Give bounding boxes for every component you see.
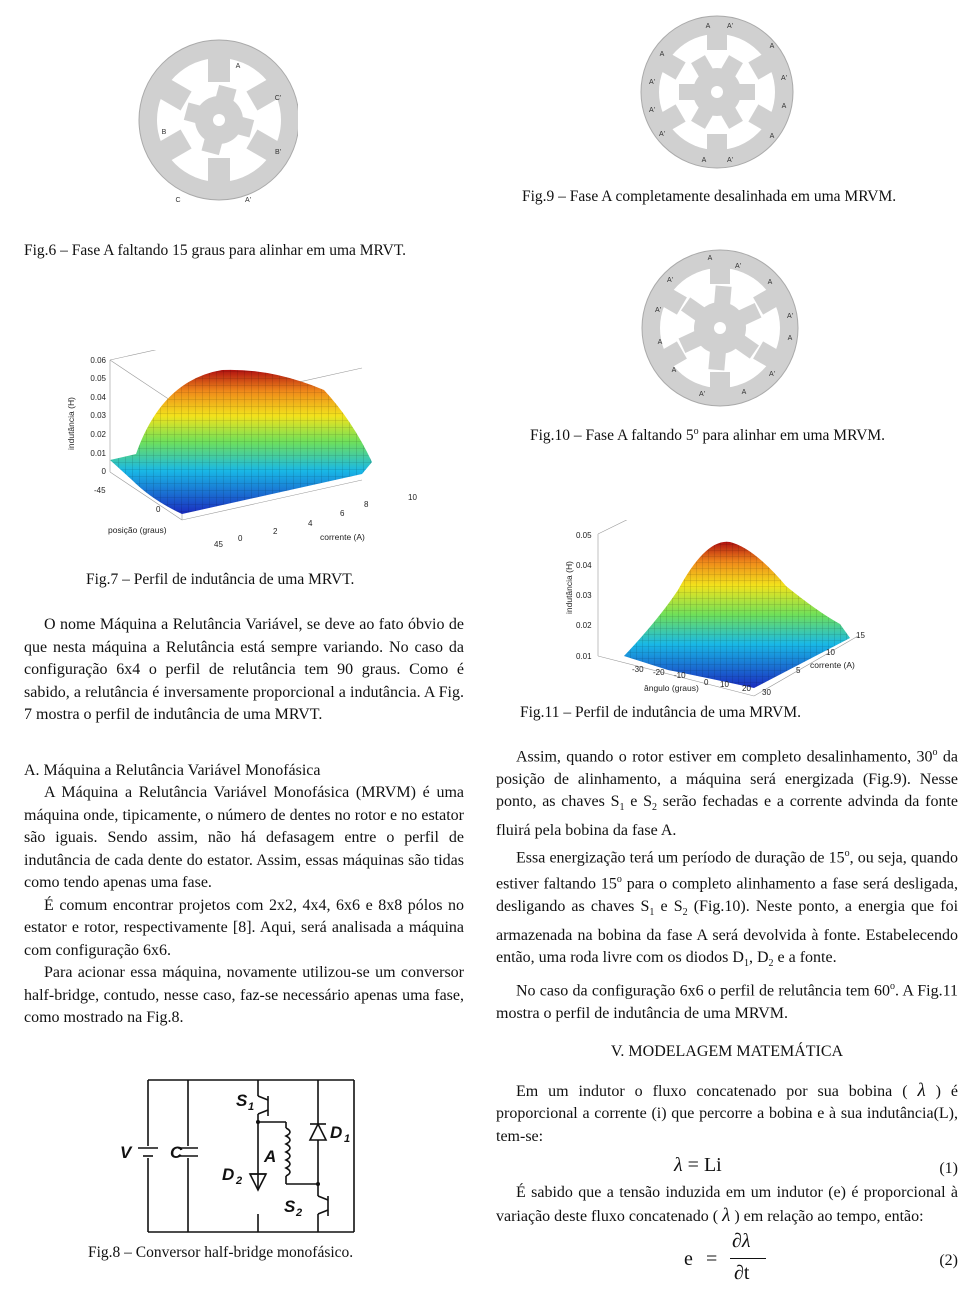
- fig9-label-7: A: [781, 103, 787, 110]
- fig9-label-1: A: [705, 23, 711, 30]
- equation-1: [496, 1148, 958, 1182]
- fig11-ang-label: ângulo (graus): [644, 683, 699, 693]
- rp1-a: Assim, quando o rotor estiver em completo desalinhamento, 30: [516, 748, 933, 766]
- rp2-g: e a fonte.: [773, 949, 837, 967]
- rp2-a: Essa energização terá um período de duração de 15: [516, 848, 845, 866]
- rp1-s2: 2: [652, 802, 657, 814]
- left-paragraph-4: Para acionar essa máquina, novamente utilizou-se um conversor half-bridge, contudo, nesse caso, faz-se necessário apenas uma fase, como mostrado na Fig.8.: [24, 964, 464, 1026]
- section-heading-v: V. MODELAGEM MATEMÁTICA: [610, 1043, 844, 1061]
- fig7-pos-label: posição (graus): [108, 525, 167, 535]
- right-paragraph-3: [496, 976, 958, 1025]
- fig11-curtick-3: 15: [856, 631, 865, 640]
- fig11-surface-plot: [558, 520, 898, 700]
- rp2-e: (Fig.10). Neste ponto, a energia que foi armazenada na bobina da fase A será devolvida à fonte. Estabelecendo então, uma roda livre com os diodos D: [496, 898, 959, 967]
- fig11-angtick-7: 30: [762, 688, 771, 697]
- fig8-label-s1-sub: 1: [248, 1101, 255, 1113]
- eq2-num: ∂λ: [732, 1230, 751, 1253]
- right-paragraph-2: [496, 843, 958, 977]
- fig10-label-5: A': [654, 307, 662, 314]
- fig8-caption: Fig.8 – Conversor half-bridge monofásico.: [88, 1244, 354, 1261]
- eq1-number: (1): [939, 1160, 958, 1178]
- fig10-label-4: A: [767, 279, 773, 286]
- section-heading-a: A. Máquina a Relutância Variável Monofásica: [24, 761, 321, 779]
- fig11-ztick-5: 0.01: [576, 652, 592, 661]
- eq2-eq: =: [706, 1248, 718, 1271]
- rp2-f: , D: [748, 949, 769, 967]
- fig8-label-d1: D: [330, 1123, 343, 1142]
- right-paragraph-5: [496, 1182, 958, 1228]
- fig7-caption: Fig.7 – Perfil de indutância de uma MRVT.: [86, 571, 355, 588]
- fig10-machine-image: [640, 244, 804, 410]
- fig7-curtick-6: 10: [408, 493, 417, 502]
- fig7-curtick-3: 4: [308, 519, 313, 528]
- fig8-label-d1-sub: 1: [344, 1133, 351, 1145]
- fig10-label-1: A: [707, 255, 713, 262]
- eq2-fraction-bar: [730, 1258, 766, 1259]
- fig11-angtick-3: -10: [674, 671, 686, 680]
- fig7-ztick-5: 0.02: [90, 430, 106, 439]
- fig7-ztick-3: 0.04: [90, 393, 106, 402]
- left-paragraph-3: É comum encontrar projetos com 2x2, 4x4, 6x6 e 8x8 pólos no estator e rotor, respectivamente [8]. Aqui, será analisada a máquina com configuração 6x6.: [24, 896, 464, 959]
- fig10-caption-sup: o: [693, 426, 699, 437]
- rp3-b: . A Fig.11 mostra o perfil de indutância de uma MRVM.: [496, 982, 958, 1022]
- fig7-curtick-4: 6: [340, 509, 345, 518]
- fig8-label-d2-sub: 2: [236, 1175, 243, 1187]
- rp2-s2: 2: [682, 907, 688, 919]
- fig6-caption: Fig.6 – Fase A faltando 15 graus para alinhar em uma MRVT.: [24, 242, 407, 259]
- right-column: [496, 742, 958, 1292]
- fig11-angtick-1: -30: [632, 665, 644, 674]
- fig7-postick-2: 0: [156, 505, 161, 514]
- rp4-b: ) é proporcional a corrente (i) que percorre a bobina e à sua indutância(L), tem-se:: [496, 1082, 959, 1145]
- fig8-label-c: C: [170, 1143, 183, 1162]
- fig7-postick-1: -45: [94, 486, 106, 495]
- fig11-angtick-4: 0: [704, 678, 709, 687]
- rp2-d2: 2: [768, 958, 774, 970]
- fig8-label-d2: D: [222, 1165, 235, 1184]
- left-paragraph-1: O nome Máquina a Relutância Variável, se deve ao fato óbvio de que nesta máquina a Relutância está sempre variando. No caso da configuração 6x4 o perfil de relutância tem 90 graus. Como é sabido, a relutância é inversamente proporcional a indutância. A Fig. 7 mostra o perfil de indutância de uma MRVT.: [24, 616, 464, 723]
- fig6-label-1: A: [235, 63, 241, 70]
- fig9-label-10: A': [658, 131, 666, 138]
- fig9-label-9: A: [769, 133, 775, 140]
- fig11-ztick-4: 0.02: [576, 621, 592, 630]
- fig6-label-3: B: [161, 129, 167, 136]
- rp3-a: No caso da configuração 6x6 o perfil de relutância tem 60: [516, 982, 890, 1000]
- rp2-d: e S: [654, 898, 683, 916]
- fig11-ztick-1: 0.05: [576, 531, 592, 540]
- rp1-sup: o: [932, 747, 938, 758]
- rp5-lambda: λ: [722, 1204, 731, 1226]
- rp1-c: e S: [624, 793, 652, 811]
- rp5-b: ) em relação ao tempo, então:: [734, 1207, 924, 1225]
- fig9-label-11: A: [701, 157, 707, 164]
- fig7-curtick-5: 8: [364, 500, 369, 509]
- equation-2: [496, 1228, 958, 1292]
- fig9-label-5: A': [780, 75, 788, 82]
- eq1-rhs: Li: [703, 1154, 722, 1177]
- rp2-sup1: o: [844, 847, 850, 859]
- fig10-label-11: A': [698, 391, 706, 398]
- fig10-label-8: A: [657, 339, 663, 346]
- eq1-lhs: λ: [674, 1154, 683, 1177]
- eq2-number: (2): [939, 1252, 958, 1270]
- fig8-label-s1: S: [236, 1091, 248, 1110]
- fig8-label-v: V: [120, 1143, 132, 1162]
- fig10-label-2: A': [734, 263, 742, 270]
- fig10-caption-pre: Fig.10 – Fase A faltando 5: [530, 427, 694, 445]
- fig11-z-label: indutância (H): [564, 561, 574, 614]
- fig9-label-12: A': [726, 157, 734, 164]
- fig7-ztick-2: 0.05: [90, 374, 106, 383]
- fig9-label-4: A: [659, 51, 665, 58]
- rp4-lambda: λ: [917, 1079, 926, 1101]
- fig6-label-6: A': [244, 197, 252, 204]
- fig11-cur-label: corrente (A): [810, 660, 855, 670]
- fig8-label-s2: S: [284, 1197, 296, 1216]
- fig9-label-2: A': [726, 23, 734, 30]
- fig11-angtick-5: 10: [720, 680, 729, 689]
- fig9-machine-image: [638, 12, 798, 172]
- fig7-ztick-7: 0: [101, 467, 106, 476]
- rp5-a: É sabido que a tensão induzida em um indutor (e) é proporcional à variação deste fluxo concatenado (: [496, 1184, 958, 1225]
- fig7-z-label: indutância (H): [66, 397, 76, 450]
- rp2-sup2: o: [616, 874, 622, 886]
- eq2-lhs: e: [684, 1248, 693, 1271]
- fig7-ztick-1: 0.06: [90, 356, 106, 365]
- fig10-label-3: A': [666, 277, 674, 284]
- fig6-machine-image: [138, 12, 298, 224]
- eq2-den: ∂t: [734, 1262, 750, 1285]
- fig10-label-10: A: [671, 367, 677, 374]
- fig9-label-8: A': [648, 107, 656, 114]
- fig7-ztick-4: 0.03: [90, 411, 106, 420]
- fig10-caption-post: para alinhar em uma MRVM.: [698, 427, 886, 445]
- fig7-curtick-1: 0: [238, 534, 243, 543]
- fig11-ztick-3: 0.03: [576, 591, 592, 600]
- left-paragraph-2: A Máquina a Relutância Variável Monofásica (MRVM) é uma máquina onde, tipicamente, o número de dentes no rotor e no estator são iguais. Sendo assim, não há defasagem entre o perfil de indutância de cada dente do estator. Assim, essas máquinas são tidas como tendo apenas uma fase.: [24, 784, 464, 891]
- fig7-postick-3: 45: [214, 540, 223, 549]
- fig11-caption: Fig.11 – Perfil de indutância de uma MRVM.: [520, 704, 802, 721]
- rp1-s1: 1: [619, 802, 625, 814]
- fig11-curtick-1: 5: [796, 666, 801, 675]
- rp3-sup: o: [889, 981, 895, 993]
- fig10-caption: [530, 426, 885, 445]
- fig8-label-s2-sub: 2: [296, 1207, 303, 1219]
- fig11-curtick-2: 10: [826, 648, 835, 657]
- fig6-label-4: B': [274, 149, 282, 156]
- fig11-angtick-2: -20: [653, 668, 665, 677]
- right-paragraph-1: [496, 742, 958, 843]
- fig7-surface-plot: [62, 350, 432, 555]
- fig11-ztick-2: 0.04: [576, 561, 592, 570]
- fig11-angtick-6: 20: [742, 684, 751, 693]
- fig6-label-2: C': [274, 95, 282, 102]
- fig7-ztick-6: 0.01: [90, 449, 106, 458]
- rp2-c: para o completo alinhamento a fase será desligada, desligando as chaves S: [496, 875, 958, 916]
- fig10-label-6: A: [787, 335, 793, 342]
- fig6-label-5: C: [175, 197, 181, 204]
- fig7-cur-label: corrente (A): [320, 532, 365, 542]
- fig9-caption: Fig.9 – Fase A completamente desalinhada em uma MRVM.: [522, 188, 897, 205]
- rp2-d1: 1: [743, 958, 749, 970]
- rp1-d: serão fechadas e a corrente advinda da fonte fluirá pela bobina da fase A.: [496, 793, 959, 840]
- right-paragraph-4: [496, 1080, 958, 1149]
- fig7-curtick-2: 2: [273, 527, 278, 536]
- rp1-b: da posição de alinhamento, a máquina será energizada (Fig.9). Nesse ponto, as chaves S: [496, 748, 959, 811]
- eq1-eq: =: [687, 1154, 699, 1177]
- fig8-circuit-diagram: [118, 1070, 368, 1242]
- left-column: [24, 614, 464, 1030]
- rp4-a: Em um indutor o fluxo concatenado por sua bobina (: [516, 1082, 908, 1100]
- rp2-b: , ou seja, quando estiver faltando 15: [496, 848, 958, 893]
- fig10-label-12: A: [741, 389, 747, 396]
- fig8-label-a: A: [264, 1147, 277, 1166]
- fig9-label-3: A: [769, 43, 775, 50]
- fig9-label-6: A': [648, 79, 656, 86]
- fig10-label-9: A': [768, 371, 776, 378]
- rp2-s1: 1: [649, 907, 655, 919]
- fig10-label-7: A': [786, 313, 794, 320]
